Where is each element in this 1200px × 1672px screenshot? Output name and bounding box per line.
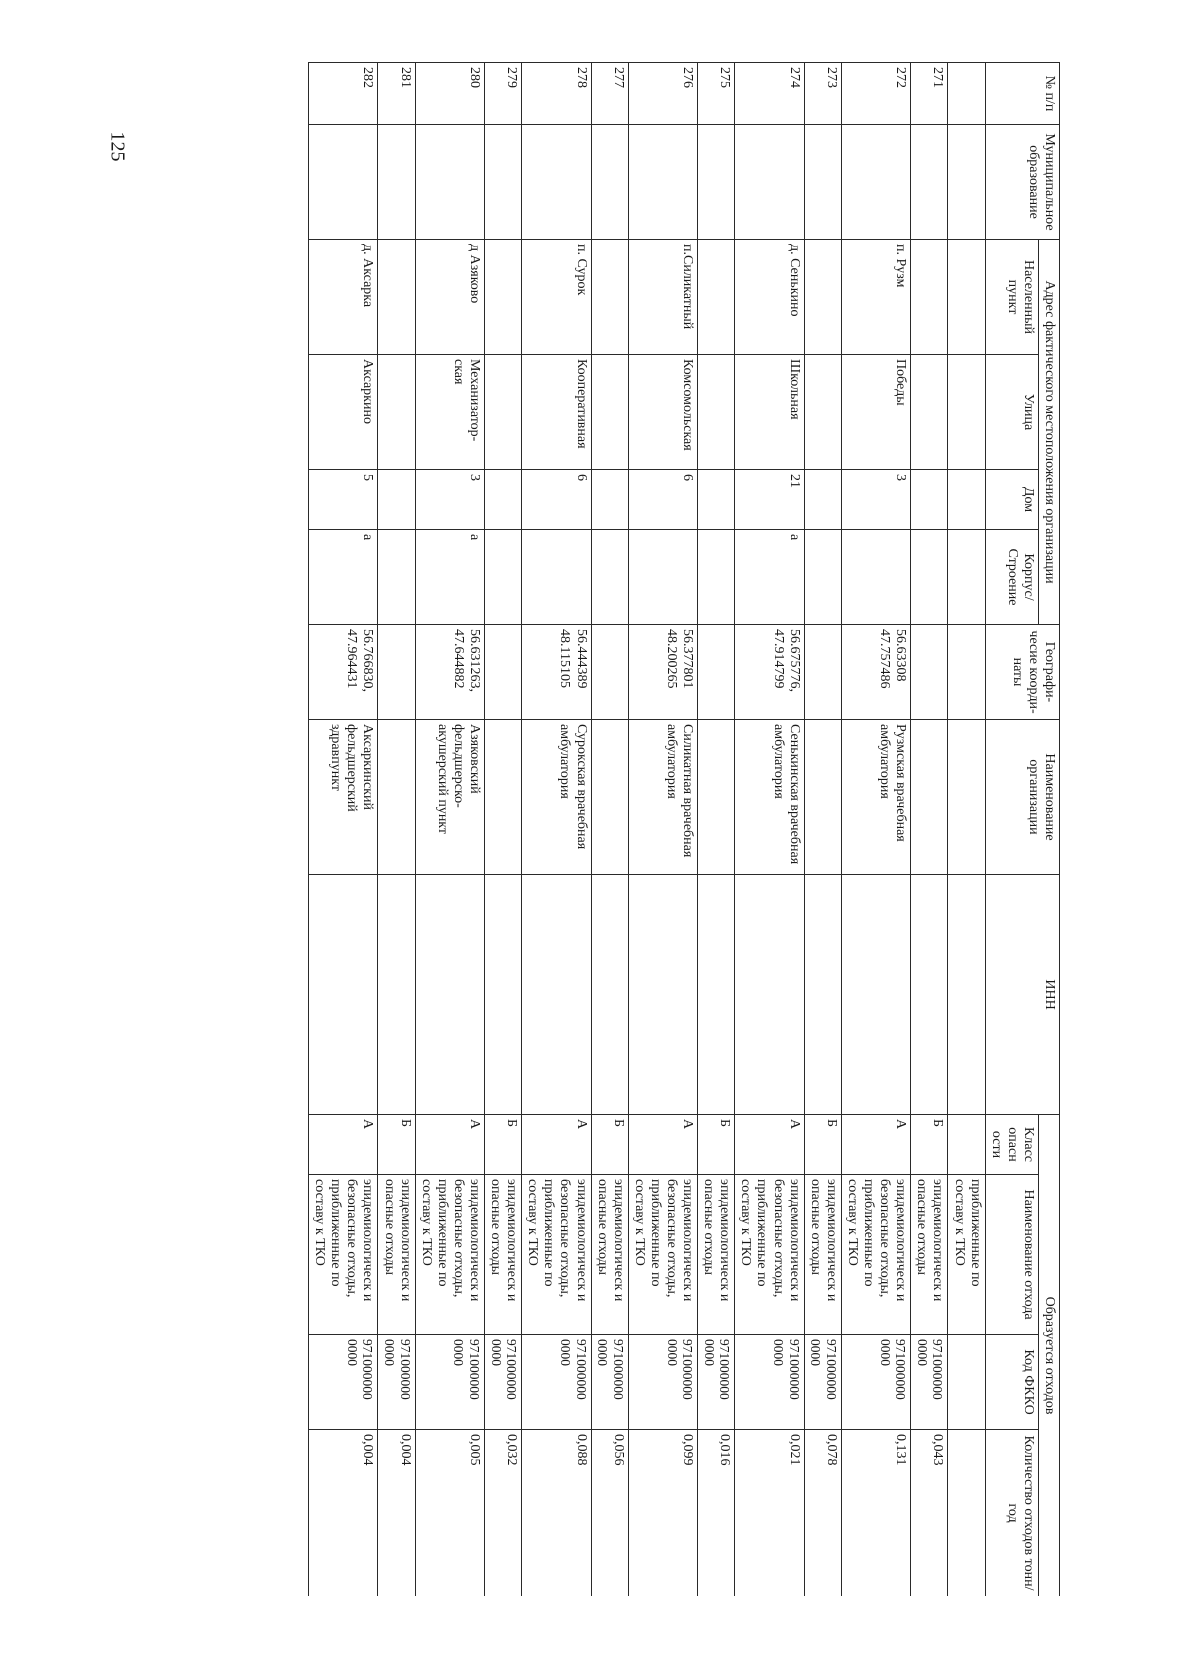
cell-hazard: А (415, 1115, 484, 1175)
cell-empty (948, 1430, 985, 1596)
cell-municipality (628, 125, 697, 240)
cell-street: Победы (841, 355, 910, 470)
cell-inn (911, 875, 948, 1115)
cell-empty (948, 625, 985, 720)
cell-inn (804, 875, 841, 1115)
table-row (911, 63, 948, 1597)
cell-fkko: 971000000 0000 (485, 1335, 522, 1430)
cell-num: 278 (522, 63, 591, 125)
cell-fkko: 971000000 0000 (841, 1335, 910, 1430)
cell-org (804, 720, 841, 875)
cell-municipality (841, 125, 910, 240)
cell-amount: 0,032 (485, 1430, 522, 1596)
page-number-text: 125 (106, 131, 129, 161)
cell-coords (378, 625, 415, 720)
cell-amount: 0,004 (309, 1430, 378, 1596)
cell-empty (948, 875, 985, 1115)
header-building: Корпус/ Строение (985, 530, 1038, 625)
cell-fkko: 971000000 0000 (378, 1335, 415, 1430)
cell-empty (948, 1335, 985, 1430)
cell-amount: 0,056 (591, 1430, 628, 1596)
cell-settlement: п.Силикатный (628, 240, 697, 355)
cell-org: Силикатная врачебная амбулатория (628, 720, 697, 875)
cell-street (591, 355, 628, 470)
cell-num: 279 (485, 63, 522, 125)
cell-waste-name: эпидемиологическ и безопасные отходы, приближенные по составу к ТКО (522, 1175, 591, 1335)
header-settlement: Населенный пункт (985, 240, 1038, 355)
cell-coords (485, 625, 522, 720)
cell-coords: 56.63308 47.757486 (841, 625, 910, 720)
table-row-carry-over (948, 63, 985, 1597)
cell-building (698, 530, 735, 625)
cell-street: Механизатор- ская (415, 355, 484, 470)
cell-house: 21 (735, 470, 804, 530)
cell-municipality (735, 125, 804, 240)
cell-amount: 0,004 (378, 1430, 415, 1596)
cell-building (522, 530, 591, 625)
table-row (804, 63, 841, 1597)
cell-hazard: А (628, 1115, 697, 1175)
header-hazard: Класс опасн ости (985, 1115, 1038, 1175)
table-row (522, 63, 591, 1597)
cell-settlement: п. Сурок (522, 240, 591, 355)
cell-waste-name: эпидемиологическ и опасные отходы (485, 1175, 522, 1335)
cell-street: Комсомольская (628, 355, 697, 470)
cell-fkko: 971000000 0000 (522, 1335, 591, 1430)
cell-waste-name: эпидемиологическ и безопасные отходы, приближенные по составу к ТКО (415, 1175, 484, 1335)
cell-inn (378, 875, 415, 1115)
cell-fkko: 971000000 0000 (911, 1335, 948, 1430)
cell-num: 280 (415, 63, 484, 125)
table-body (309, 63, 986, 1597)
cell-settlement: д Азяково (415, 240, 484, 355)
cell-municipality (485, 125, 522, 240)
cell-street (485, 355, 522, 470)
cell-municipality (522, 125, 591, 240)
header-municipality: Муниципальное образование (985, 125, 1059, 240)
header-house: Дом (985, 470, 1038, 530)
cell-inn (735, 875, 804, 1115)
cell-house (911, 470, 948, 530)
cell-waste-name: эпидемиологическ и безопасные отходы, приближенные по составу к ТКО (841, 1175, 910, 1335)
cell-fkko: 971000000 0000 (415, 1335, 484, 1430)
cell-waste-name: эпидемиологическ и опасные отходы (804, 1175, 841, 1335)
cell-num: 274 (735, 63, 804, 125)
header-street: Улица (985, 355, 1038, 470)
table-row (378, 63, 415, 1597)
cell-inn (698, 875, 735, 1115)
cell-waste-name: приближенные по составу к ТКО (948, 1175, 985, 1335)
cell-street (911, 355, 948, 470)
cell-hazard: Б (378, 1115, 415, 1175)
cell-hazard: А (735, 1115, 804, 1175)
cell-org: Сенькинская врачебная амбулатория (735, 720, 804, 875)
cell-settlement: д. Аксарка (309, 240, 378, 355)
cell-house (591, 470, 628, 530)
cell-org (485, 720, 522, 875)
cell-amount: 0,021 (735, 1430, 804, 1596)
cell-settlement (911, 240, 948, 355)
cell-org (591, 720, 628, 875)
page-number (102, 122, 132, 170)
cell-inn (841, 875, 910, 1115)
header-inn: ИНН (985, 875, 1059, 1115)
cell-coords: 56.377801 48.200265 (628, 625, 697, 720)
cell-inn (309, 875, 378, 1115)
cell-street (378, 355, 415, 470)
table-row (735, 63, 804, 1597)
cell-municipality (804, 125, 841, 240)
cell-hazard: Б (698, 1115, 735, 1175)
header-fkko: Код ФККО (985, 1335, 1038, 1430)
cell-street: Школьная (735, 355, 804, 470)
cell-settlement (378, 240, 415, 355)
cell-fkko: 971000000 0000 (591, 1335, 628, 1430)
header-num: № п/п (985, 63, 1059, 125)
scanned-table-area (190, 62, 1060, 1596)
cell-waste-name: эпидемиологическ и опасные отходы (698, 1175, 735, 1335)
header-org: Наименование организации (985, 720, 1059, 875)
cell-street: Аксаркино (309, 355, 378, 470)
cell-org (911, 720, 948, 875)
cell-amount: 0,088 (522, 1430, 591, 1596)
cell-municipality (911, 125, 948, 240)
header-waste-group: Образуется отходов (1038, 1115, 1059, 1596)
cell-building (804, 530, 841, 625)
cell-coords: 56.766830, 47.964431 (309, 625, 378, 720)
cell-empty (948, 720, 985, 875)
header-coords: Географи- чесие коорди- наты (985, 625, 1059, 720)
cell-fkko: 971000000 0000 (698, 1335, 735, 1430)
cell-coords (804, 625, 841, 720)
cell-house: 3 (415, 470, 484, 530)
cell-hazard: А (309, 1115, 378, 1175)
cell-fkko: 971000000 0000 (735, 1335, 804, 1430)
cell-waste-name: эпидемиологическ и опасные отходы (911, 1175, 948, 1335)
cell-waste-name: эпидемиологическ и опасные отходы (378, 1175, 415, 1335)
cell-municipality (415, 125, 484, 240)
cell-org: Сурокская врачебная амбулатория (522, 720, 591, 875)
cell-building: а (735, 530, 804, 625)
cell-empty (948, 1115, 985, 1175)
cell-coords: 56.675776, 47.914799 (735, 625, 804, 720)
cell-num: 271 (911, 63, 948, 125)
cell-settlement (804, 240, 841, 355)
cell-org: Рузмская врачебная амбулатория (841, 720, 910, 875)
cell-empty (948, 530, 985, 625)
cell-num: 275 (698, 63, 735, 125)
cell-coords: 56.631263, 47.644882 (415, 625, 484, 720)
cell-municipality (698, 125, 735, 240)
cell-inn (522, 875, 591, 1115)
cell-house (378, 470, 415, 530)
cell-municipality (378, 125, 415, 240)
cell-street: Кооперативная (522, 355, 591, 470)
cell-empty (948, 63, 985, 125)
cell-hazard: А (522, 1115, 591, 1175)
rotated-table (190, 62, 1060, 1596)
cell-settlement (485, 240, 522, 355)
cell-waste-name: эпидемиологическ и опасные отходы (591, 1175, 628, 1335)
cell-coords (698, 625, 735, 720)
cell-settlement (698, 240, 735, 355)
cell-municipality (309, 125, 378, 240)
cell-fkko: 971000000 0000 (804, 1335, 841, 1430)
cell-building (485, 530, 522, 625)
cell-house: 6 (522, 470, 591, 530)
cell-coords: 56.444389 48.115105 (522, 625, 591, 720)
cell-org (698, 720, 735, 875)
cell-building (841, 530, 910, 625)
cell-num: 281 (378, 63, 415, 125)
cell-hazard: Б (485, 1115, 522, 1175)
header-address-group: Адрес фактического местоположения организации (1038, 240, 1059, 625)
cell-fkko: 971000000 0000 (309, 1335, 378, 1430)
cell-waste-name: эпидемиологическ и безопасные отходы, приближенные по составу к ТКО (735, 1175, 804, 1335)
cell-empty (948, 240, 985, 355)
cell-building (911, 530, 948, 625)
cell-building (378, 530, 415, 625)
cell-empty (948, 125, 985, 240)
cell-waste-name: эпидемиологическ и безопасные отходы, приближенные по составу к ТКО (309, 1175, 378, 1335)
cell-house: 3 (841, 470, 910, 530)
cell-inn (591, 875, 628, 1115)
table-row (698, 63, 735, 1597)
cell-hazard: А (841, 1115, 910, 1175)
cell-org: Азяковский фельдшерско- акушерский пункт (415, 720, 484, 875)
cell-house (804, 470, 841, 530)
cell-fkko: 971000000 0000 (628, 1335, 697, 1430)
table-row (628, 63, 697, 1597)
cell-empty (948, 470, 985, 530)
cell-municipality (591, 125, 628, 240)
cell-settlement (591, 240, 628, 355)
table-row (841, 63, 910, 1597)
cell-house: 5 (309, 470, 378, 530)
cell-empty (948, 355, 985, 470)
cell-num: 276 (628, 63, 697, 125)
header-waste-name: Наименование отхода (985, 1175, 1038, 1335)
cell-house: 6 (628, 470, 697, 530)
cell-inn (415, 875, 484, 1115)
cell-hazard: Б (911, 1115, 948, 1175)
table-row (591, 63, 628, 1597)
cell-hazard: Б (804, 1115, 841, 1175)
cell-street (698, 355, 735, 470)
cell-house (698, 470, 735, 530)
cell-coords (911, 625, 948, 720)
cell-building: а (415, 530, 484, 625)
cell-waste-name: эпидемиологическ и безопасные отходы, приближенные по составу к ТКО (628, 1175, 697, 1335)
cell-amount: 0,043 (911, 1430, 948, 1596)
table-row (485, 63, 522, 1597)
cell-building (591, 530, 628, 625)
cell-amount: 0,016 (698, 1430, 735, 1596)
cell-hazard: Б (591, 1115, 628, 1175)
cell-amount: 0,078 (804, 1430, 841, 1596)
cell-num: 277 (591, 63, 628, 125)
cell-settlement: п. Рузм (841, 240, 910, 355)
cell-building: а (309, 530, 378, 625)
cell-amount: 0,131 (841, 1430, 910, 1596)
waste-table (308, 62, 1060, 1596)
cell-num: 273 (804, 63, 841, 125)
cell-inn (485, 875, 522, 1115)
table-row (415, 63, 484, 1597)
table-row (309, 63, 378, 1597)
cell-org: Аксаркинский фельдшерский здравпункт (309, 720, 378, 875)
cell-building (628, 530, 697, 625)
cell-org (378, 720, 415, 875)
cell-coords (591, 625, 628, 720)
cell-inn (628, 875, 697, 1115)
cell-street (804, 355, 841, 470)
cell-house (485, 470, 522, 530)
header-amount: Количество отходов тонн/год (985, 1430, 1038, 1596)
cell-amount: 0,005 (415, 1430, 484, 1596)
cell-num: 282 (309, 63, 378, 125)
cell-settlement: д. Сенькино (735, 240, 804, 355)
cell-amount: 0,099 (628, 1430, 697, 1596)
cell-num: 272 (841, 63, 910, 125)
